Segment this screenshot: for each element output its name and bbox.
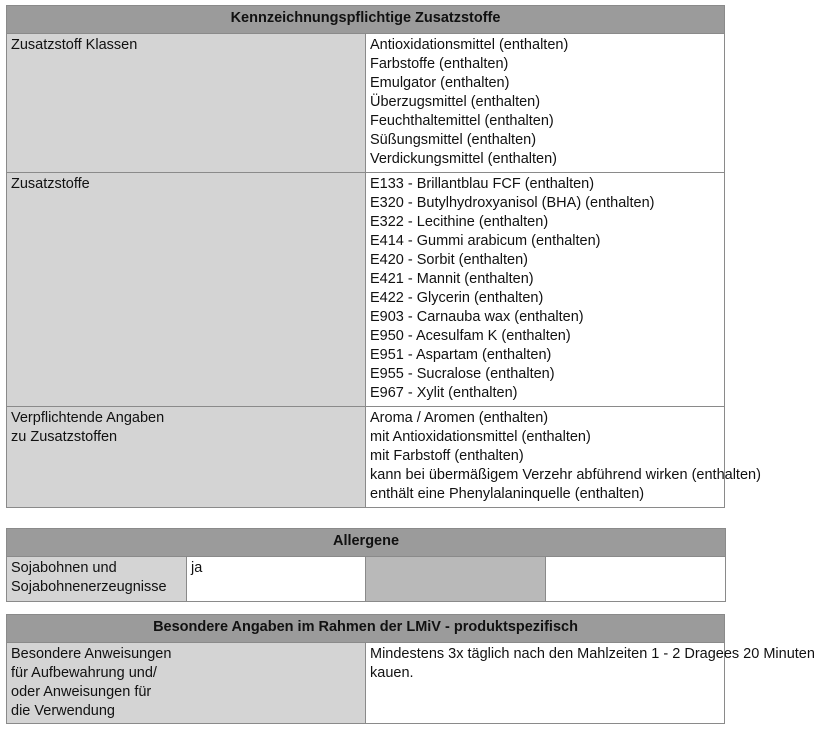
table-row [7,557,726,602]
list-item: E414 - Gummi arabicum (enthalten) [370,233,601,249]
row-label: Besondere Anweisungen [11,646,172,662]
list-item: Verdickungsmittel (enthalten) [370,151,557,167]
table-row [7,407,725,508]
instructions-label [7,643,366,724]
list-item: E420 - Sorbit (enthalten) [370,252,528,268]
row-label: für Aufbewahrung und/ [11,665,157,681]
row-label: oder Anweisungen für [11,684,152,700]
instructions-value [366,643,815,724]
row-label: die Verwendung [11,703,115,719]
additive-classes-label [7,34,366,173]
list-item: E967 - Xylit (enthalten) [370,385,518,401]
empty-cell [366,557,546,602]
allergens-table [6,528,726,602]
additives-header: Kennzeichnungspflichtige Zusatzstoffe [7,6,725,34]
mandatory-info-label [7,407,366,508]
lmiv-header: Besondere Angaben im Rahmen der LMiV - produktspezifisch [7,615,725,643]
list-item: mit Farbstoff (enthalten) [370,448,524,464]
list-item: E903 - Carnauba wax (enthalten) [370,309,584,325]
table-row [7,643,725,724]
additive-classes-value [366,34,725,173]
additives-table [6,5,761,508]
mandatory-info-value [366,407,761,508]
cell-value: Mindestens 3x täglich nach den Mahlzeiten 1 - 2 Dragees 20 Minuten [370,646,815,662]
list-item: E421 - Mannit (enthalten) [370,271,534,287]
list-item: enthält eine Phenylalaninquelle (enthalten) [370,486,645,502]
list-item: E322 - Lecithine (enthalten) [370,214,549,230]
list-item: Aroma / Aromen (enthalten) [370,410,549,426]
soy-value [187,557,366,602]
additives-label [7,173,366,407]
table-row [7,34,725,173]
list-item: E951 - Aspartam (enthalten) [370,347,552,363]
list-item: Emulgator (enthalten) [370,75,510,91]
row-label: zu Zusatzstoffen [11,429,118,445]
additives-value [366,173,725,407]
lmiv-table [6,614,815,724]
list-item: E955 - Sucralose (enthalten) [370,366,555,382]
list-item: Süßungsmittel (enthalten) [370,132,537,148]
cell-value: kauen. [370,665,414,681]
list-item: E950 - Acesulfam K (enthalten) [370,328,571,344]
list-item: mit Antioxidationsmittel (enthalten) [370,429,591,445]
table-row [7,173,725,407]
row-label: Sojabohnenerzeugnisse [11,579,167,595]
list-item: E133 - Brillantblau FCF (enthalten) [370,176,595,192]
list-item: Farbstoffe (enthalten) [370,56,509,72]
allergens-header: Allergene [7,529,726,557]
list-item: E422 - Glycerin (enthalten) [370,290,544,306]
row-label: Zusatzstoff Klassen [11,37,138,53]
row-label: Verpflichtende Angaben [11,410,165,426]
list-item: Antioxidationsmittel (enthalten) [370,37,569,53]
soy-label [7,557,187,602]
row-label: Sojabohnen und [11,560,117,576]
list-item: E320 - Butylhydroxyanisol (BHA) (enthalten) [370,195,655,211]
empty-cell [546,557,726,602]
list-item: Feuchthaltemittel (enthalten) [370,113,554,129]
list-item: kann bei übermäßigem Verzehr abführend wirken (enthalten) [370,467,761,483]
cell-value: ja [191,560,203,576]
list-item: Überzugsmittel (enthalten) [370,94,541,110]
row-label: Zusatzstoffe [11,176,90,192]
